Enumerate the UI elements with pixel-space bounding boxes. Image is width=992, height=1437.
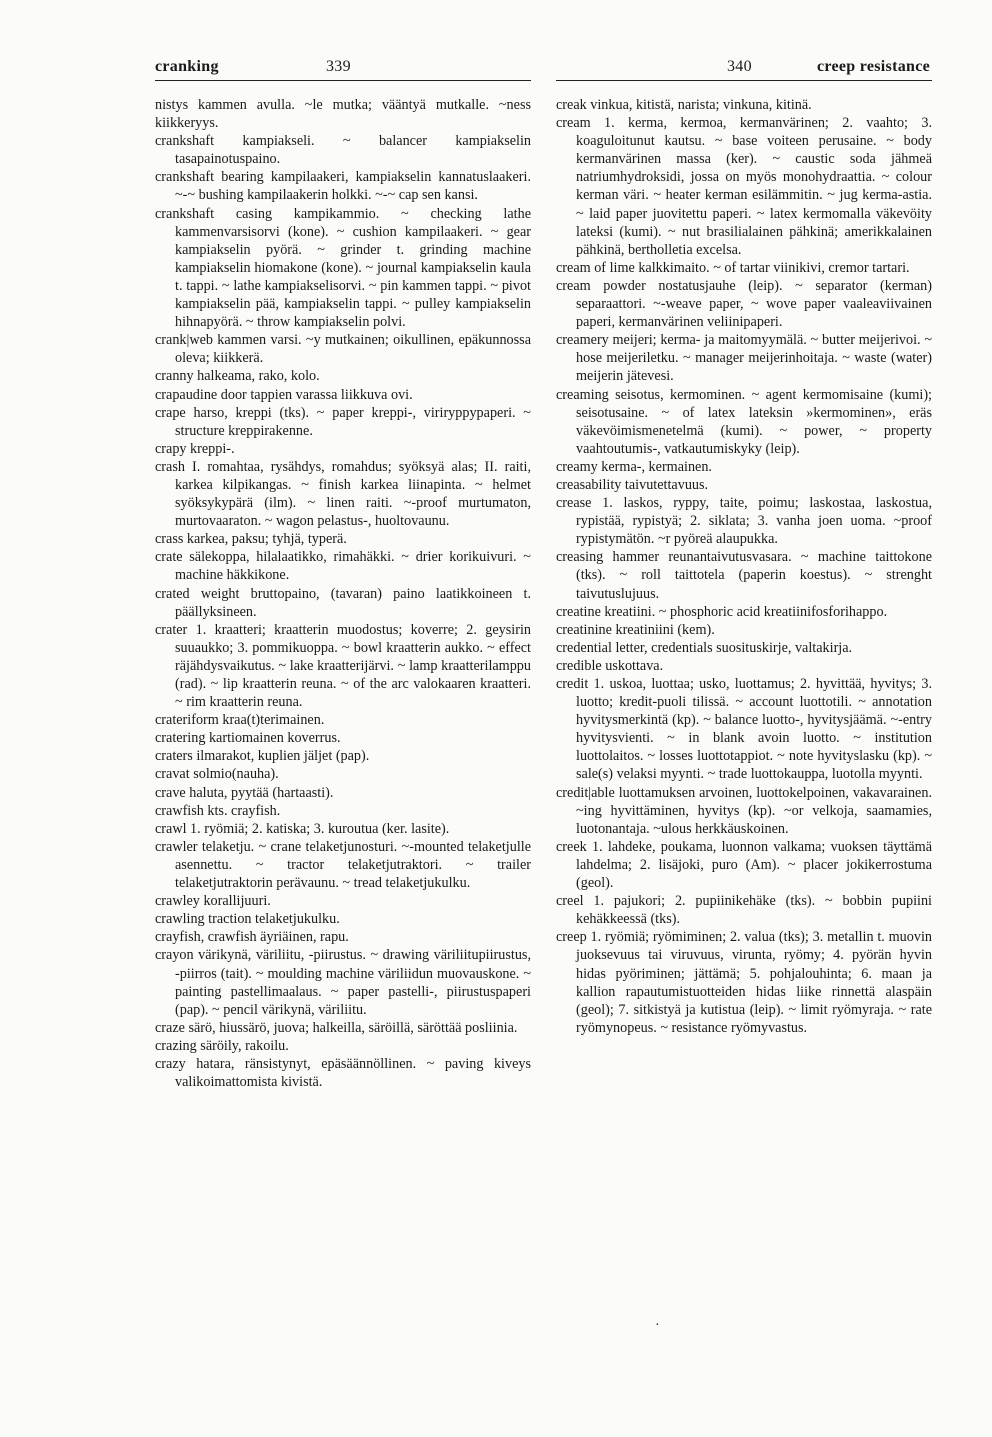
dictionary-entry: crease 1. laskos, ryppy, taite, poimu; laskostaa, laskostua, rypistää, rypistyä; 2. siklata; 3. vanha joen uoma. ~proof rypistymätön. ~r pyöreä alaupukka. [556, 495, 932, 548]
header-rule-left [155, 80, 531, 81]
dictionary-entry: crawl 1. ryömiä; 2. katiska; 3. kuroutua (ker. lasite). [155, 820, 450, 837]
running-head-right: creep resistance [816, 58, 930, 75]
dictionary-entry: creatinine kreatiniini (kem). [556, 621, 715, 638]
dictionary-entry: cravat solmio(nauha). [155, 766, 279, 783]
dictionary-entry: crayfish, crawfish äyriäinen, rapu. [155, 929, 349, 946]
dictionary-entry: craze särö, hiussärö, juova; halkeilla, säröillä, säröttää posliinia. [155, 1019, 518, 1036]
dictionary-entry: crawfish kts. crayfish. [155, 802, 281, 819]
dictionary-entry: crapaudine door tappien varassa liikkuva ovi. [155, 386, 413, 403]
dictionary-entry: crapy kreppi-. [155, 440, 235, 457]
right-column [556, 96, 932, 1037]
dictionary-entry: creek 1. lahdeke, poukama, luonnon valkama; vuoksen täyttämä lahdelma; 2. lisäjoki, puro (Am). ~ placer jokikerrostuma (geol). [556, 838, 932, 892]
dictionary-entry: credible uskottava. [556, 657, 664, 674]
dictionary-entry: crash I. romahtaa, rysähdys, romahdus; syöksyä alas; II. raiti, karkea kilpikangas. ~ finish karkea liinapinta. ~ helmet syöksykypärä (ilm). ~ linen raiti. ~-proof murtumaton, murtovaaraton. ~ wagon pelastus-, huoltovaunu. [155, 458, 531, 530]
dictionary-entry: credential letter, credentials suosituskirje, valtakirja. [556, 639, 853, 656]
dictionary-entry: crankshaft bearing kampilaakeri, kampiakselin kannatuslaakeri. ~-~ bushing kampilaakerin holkki. ~-~ cap sen kansi. [155, 169, 531, 204]
dictionary-entry: credit|able luottamuksen arvoinen, luottokelpoinen, vakavarainen. ~ing hyvittäminen, hyvitys (kp). ~or velkoja, saamamies, luotonantaja. ~ulous herkkäuskoinen. [556, 784, 932, 837]
dictionary-entry: crazing säröily, rakoilu. [155, 1037, 289, 1054]
dictionary-entry: nistys kammen avulla. ~le mutka; vääntyä mutkalle. ~ness kiikkeryys. [155, 97, 531, 132]
dictionary-entry: crate sälekoppa, hilalaatikko, rimahäkki. ~ drier korikuivuri. ~ machine häkkikone. [155, 549, 531, 584]
dictionary-entry: crawler telaketju. ~ crane telaketjunosturi. ~-mounted telaketjulle asennettu. ~ tractor telaketjutraktori. ~ trailer telaketjutraktorin perävaunu. ~ tread telaketjukulku. [155, 838, 531, 892]
dictionary-entry: crankshaft kampiakseli. ~ balancer kampiakselin tasapainotuspaino. [155, 133, 531, 168]
dictionary-entry: crater 1. kraatteri; kraatterin muodostus; koverre; 2. geysirin suuaukko; 3. pommikuoppa. ~ bowl kraatterin aukko. ~ effect räjähdysvaikutus. ~ lake kraatterijärvi. ~ lamp kraatterilamppu (rad). ~ lip kraatterin reuna. ~ of the arc valokaaren kraatteri. ~ rim kraatterin reuna. [155, 621, 531, 711]
dictionary-entry: creel 1. pajukori; 2. pupiinikehäke (tks). ~ bobbin pupiini kehäkkeessä (tks). [556, 893, 932, 928]
running-head-left: cranking [155, 58, 219, 75]
dictionary-entry: cream of lime kalkkimaito. ~ of tartar viinikivi, cremor tartari. [556, 259, 910, 276]
page-number-right: 340 [727, 58, 752, 75]
page-number-left: 339 [326, 58, 351, 75]
dictionary-entry: cranny halkeama, rako, kolo. [155, 368, 320, 385]
dictionary-entry: crateriform kraa(t)terimainen. [155, 712, 325, 729]
dictionary-entry: creatine kreatiini. ~ phosphoric acid kreatiinifosforihappo. [556, 603, 888, 620]
dictionary-entry: crated weight bruttopaino, (tavaran) paino laatikkoineen t. päällyksineen. [155, 585, 531, 620]
dictionary-entry: crass karkea, paksu; tyhjä, typerä. [155, 531, 347, 548]
dictionary-entry: crave haluta, pyytää (hartaasti). [155, 784, 334, 801]
dictionary-entry: creamy kerma-, kermainen. [556, 458, 712, 475]
dictionary-entry: cream 1. kerma, kermoa, kermanvärinen; 2. vaahto; 3. koaguloitunut kautsu. ~ base voiteen perusaine. ~ body kermanvärinen massa (ker). ~ caustic soda jähmeä natriumhydroksidi, jossa on myös monohydraattia. ~ colour kerman väri. ~ heater kerman esilämmitin. ~ jug kerma-astia. ~ laid paper juovitettu paperi. ~ latex kermomalla väkevöity lateksi (kumi). ~ nut brasilialainen pähkinä; amerikkalainen pähkinä, bertholletia excelsa. [556, 115, 932, 258]
dictionary-entry: creamery meijeri; kerma- ja maitomyymälä. ~ butter meijerivoi. ~ hose meijeriletku. ~ manager meijerinhoitaja. ~ waste (water) meijerin jätevesi. [556, 332, 932, 385]
dictionary-entry: credit 1. uskoa, luottaa; usko, luottamus; 2. hyvittää, hyvitys; 3. luotto; kredit-puoli tilissä. ~ account luottotili. ~ annotation hyvitysmerkintä (kp). ~ balance luotto-, hyvitysjäämä. ~-entry hyvitysvienti. ~ in blank avoin luotto. ~ institution luottolaitos. ~ losses luottotappiot. ~ note hyvityslasku (kp). ~ sale(s) velaksi myynti. ~ trade luottokauppa, luotolla myynti. [556, 676, 932, 783]
dictionary-entry: crank|web kammen varsi. ~y mutkainen; oikullinen, epäkunnossa oleva; kiikkerä. [155, 332, 531, 367]
dictionary-entry: cratering kartiomainen koverrus. [155, 730, 341, 747]
dictionary-entry: creaming seisotus, kermominen. ~ agent kermomisaine (kumi); seisotusaine. ~ of latex lateksin »kermominen», eräs väkevöimismenetelmä (kumi). ~ power, ~ property vaahtoutumis-, vatkautumiskyky (leip). [556, 386, 932, 457]
header-rule-right [556, 80, 932, 81]
dictionary-entry: creasing hammer reunantaivutusvasara. ~ machine taittokone (tks). ~ roll taittotela (paperin koestus). ~ strenght taivutuslujuus. [556, 549, 932, 602]
dictionary-entry: crankshaft casing kampikammio. ~ checking lathe kammenvarsisorvi (kone). ~ cushion kampilaakeri. ~ gear kampiakselin pyörä. ~ grinder t. grinding machine kampiakselin hiomakone (kone). ~ journal kampiakselin kaula t. tappi. ~ lathe kampiakselisorvi. ~ pin kammen tappi. ~ pivot kampiakselin pää, kampiakselin tappi. ~ pulley kampiakselin hihnapyörä. ~ throw kampiakselin polvi. [155, 205, 531, 331]
dictionary-entry: creasability taivutettavuus. [556, 476, 709, 493]
dictionary-entry: creak vinkua, kitistä, narista; vinkuna, kitinä. [556, 97, 812, 113]
dictionary-entry: crawley korallijuuri. [155, 893, 271, 910]
dictionary-entry: cream powder nostatusjauhe (leip). ~ separator (kerman) separaattori. ~-weave paper, ~ wove paper vaaleaviivainen paperi, kermanvärinen veliinipaperi. [556, 277, 932, 331]
dictionary-entry: crayon värikynä, väriliitu, -piirustus. ~ drawing väriliitupiirustus, -piirros (tait). ~ moulding machine väriliidun muovauskone. ~ painting pastellimaalaus. ~ paper pastelli-, piirustuspaperi (pap). ~ pencil värikynä, väriliitu. [155, 947, 531, 1018]
dictionary-entry: craters ilmarakot, kuplien jäljet (pap). [155, 748, 370, 765]
dictionary-entry: creep 1. ryömiä; ryömiminen; 2. valua (tks); 3. metallin t. muovin juoksevuus tai viruvuus, virunta, ryömy; 4. pyörän hyvin hidas pyöriminen; jättämä; 5. pohjalouhinta; 6. maan ja kallion rapautumistuotteiden hidas liike rinnettä alaspäin (geol); 7. sitkistyä ja kutistua (leip). ~ limit ryömyraja. ~ rate ryömynopeus. ~ resistance ryömyvastus. [556, 929, 932, 1036]
dictionary-entry: crawling traction telaketjukulku. [155, 911, 340, 928]
dictionary-entry: crape harso, kreppi (tks). ~ paper kreppi-, viriryppypaperi. ~ structure kreppirakenne. [155, 404, 531, 439]
page-mark: · [655, 1318, 660, 1333]
left-column [155, 96, 531, 1091]
dictionary-entry: crazy hatara, ränsistynyt, epäsäännöllinen. ~ paving kiveys valikoimattomista kivistä. [155, 1055, 531, 1091]
